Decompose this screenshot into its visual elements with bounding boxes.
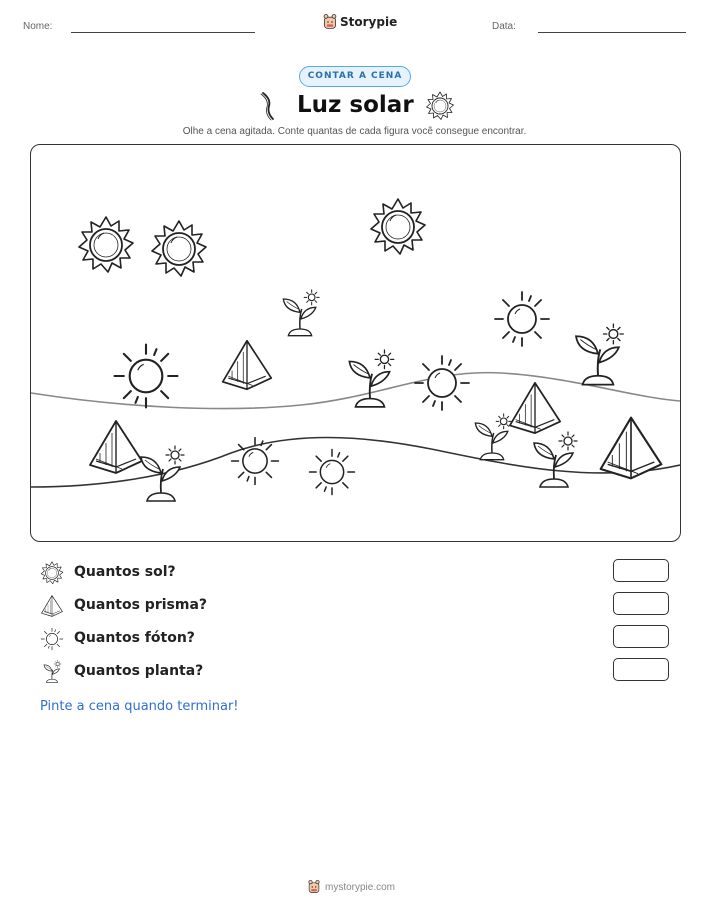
answer-sun-input[interactable] [613, 559, 669, 582]
coloring-prompt: Pinte a cena quando terminar! [40, 699, 239, 714]
answer-plant-input[interactable] [613, 658, 669, 681]
q3-photon-icon [40, 627, 64, 651]
footer-logo-icon [307, 880, 321, 894]
scene-plant-6 [141, 446, 184, 501]
instructions: Olhe a cena agitada. Conte quantas de cada figura você consegue encontrar. [182, 126, 527, 137]
scene-plant-1 [283, 290, 319, 336]
storypie-logo-icon [322, 14, 338, 30]
count-scene[interactable] [30, 144, 681, 542]
scene-sun-2 [152, 221, 206, 276]
scene-sun-1 [79, 217, 133, 272]
question-sun: Quantos sol? [74, 564, 176, 580]
scene-plant-3 [576, 324, 623, 385]
scene-prism-1 [223, 341, 272, 390]
page-title: Luz solar [297, 92, 414, 118]
question-prism: Quantos prisma? [74, 597, 208, 613]
footer-url[interactable]: mystorypie.com [325, 882, 396, 893]
squiggle-icon [258, 91, 276, 121]
name-label: Nome: [23, 21, 53, 32]
date-label: Data: [492, 21, 516, 32]
name-field[interactable] [71, 32, 255, 33]
q4-plant-icon [40, 660, 64, 684]
q1-sun-icon [40, 561, 64, 585]
scene-photon-5 [310, 450, 355, 495]
scene-plant-5 [534, 432, 577, 487]
answer-photon-input[interactable] [613, 625, 669, 648]
scene-photon-2 [495, 292, 549, 346]
q2-prism-icon [40, 594, 64, 618]
scene-sun-3 [371, 199, 425, 254]
brand-name: Storypie [340, 15, 398, 29]
scene-prism-4 [601, 418, 662, 479]
activity-badge: CONTAR A CENA [299, 66, 411, 87]
scene-photon-3 [415, 356, 469, 410]
question-photon: Quantos fóton? [74, 630, 195, 646]
question-plant: Quantos planta? [74, 663, 204, 679]
scene-prism-3 [510, 383, 560, 433]
date-field[interactable] [538, 32, 686, 33]
title-sun-icon [425, 91, 455, 121]
scene-plant-2 [349, 350, 393, 407]
scene-photon-1 [115, 345, 178, 408]
scene-plant-4 [475, 414, 511, 460]
scene-prism-2 [90, 421, 142, 473]
answer-prism-input[interactable] [613, 592, 669, 615]
scene-photon-4 [232, 438, 279, 485]
